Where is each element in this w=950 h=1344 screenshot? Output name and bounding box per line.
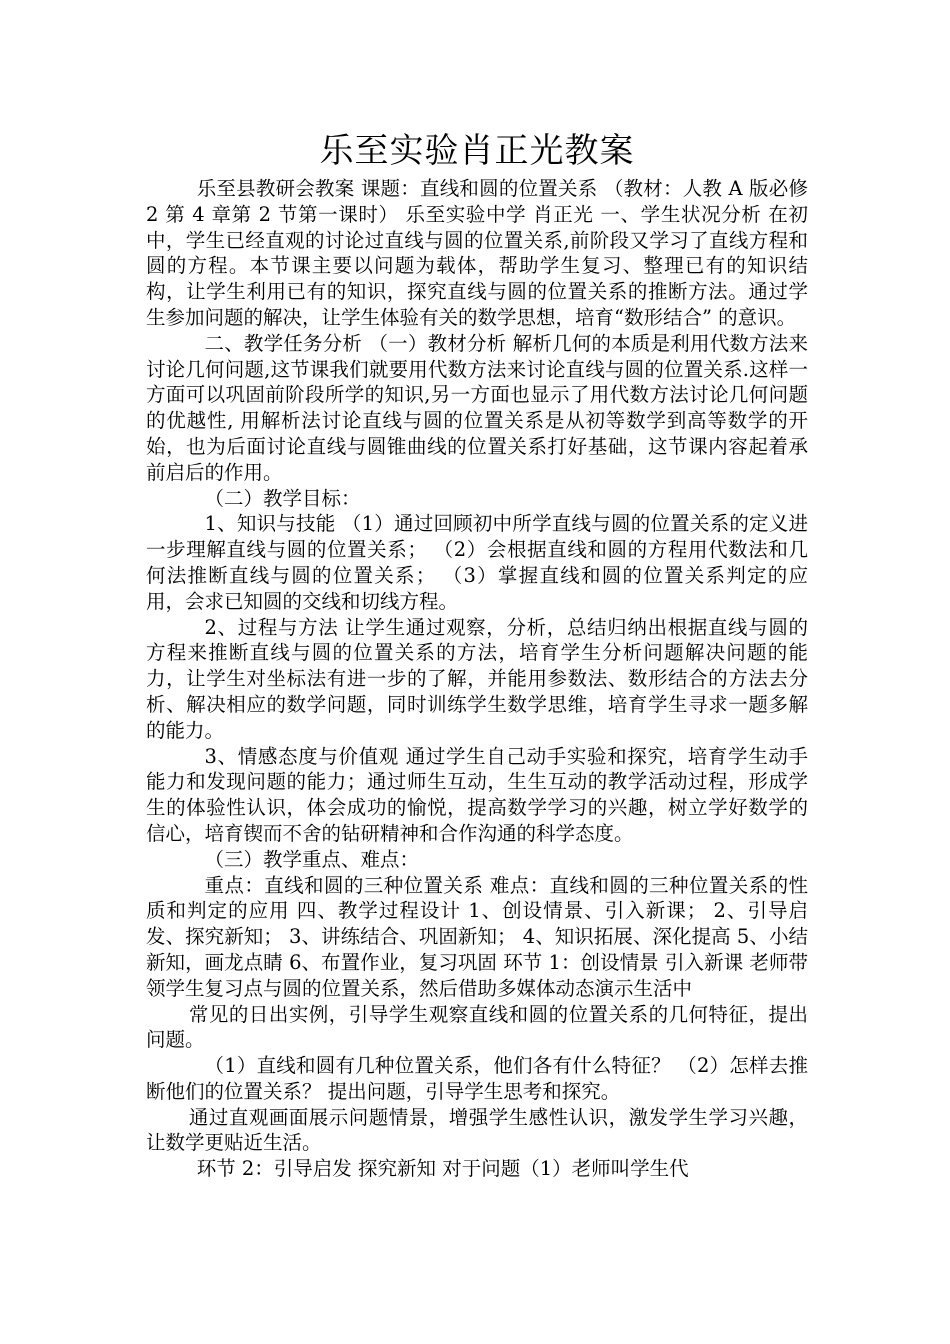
paragraph-intro: 乐至县教研会教案 课题：直线和圆的位置关系 （教材：人教 A 版必修 2 第 4 章第 2 节第一课时） 乐至实验中学 肖正光 一、学生状况分析 在初中，学生已经直观的讨论过直线与圆的位置关系,前阶段又学习了直线方程和圆的方程。本节课主要以问题为载体，帮助学生复习、整理已有的知识结构，让学生利用已有的知识，探究直线与圆的位置关系的推断方法。通过学生参加问题的解决，让学生体验有关的数学思想，培育“数形结合” 的意识。 <box>146 177 808 329</box>
paragraph-attitude-values: 3、情感态度与价值观 通过学生自己动手实验和探究，培育学生动手能力和发现问题的能力；通过师生互动，生生互动的教学活动过程，形成学生的体验性认识，体会成功的愉悦，提高数学学习的兴趣，树立学好数学的信心，培育锲而不舍的钻研精神和合作沟通的科学态度。 <box>146 744 808 845</box>
paragraph-key-points-heading: （三）教学重点、难点： <box>204 847 420 871</box>
paragraph-sunrise: 常见的日出实例，引导学生观察直线和圆的位置关系的几何特征，提出问题。 <box>146 1002 808 1052</box>
paragraph-task-analysis: 二、教学任务分析 （一）教材分析 解析几何的本质是利用代数方法来讨论几何问题,这节课我们就要用代数方法来讨论直线与圆的位置关系.这样一方面可以巩固前阶段所学的知识,另一方面也显示了用代数方法讨论几何问题的优越性, 用解析法讨论直线与圆的位置关系是从初等数学到高等数学的开始，也为后面讨论直线与圆锥曲线的位置关系打好基础，这节课内容起着承前启后的作用。 <box>146 331 808 484</box>
document-body <box>146 176 808 1182</box>
paragraph-key-points: 重点：直线和圆的三种位置关系 难点：直线和圆的三种位置关系的性质和判定的应用 四、教学过程设计 1、创设情景、引入新课； 2、引导启发、探究新知； 3、讲练结合、巩固新知； 4、知识拓展、深化提高 5、小结新知，画龙点睛 6、布置作业，复习巩固 环节 1：创设情景 引入新课 老师带领学生复习点与圆的位置关系，然后借助多媒体动态演示生活中 <box>146 873 808 1000</box>
paragraph-knowledge-skills: 1、知识与技能 （1）通过回顾初中所学直线与圆的位置关系的定义进一步理解直线与圆的位置关系； （2）会根据直线和圆的方程用代数法和几何法推断直线与圆的位置关系； （3）掌握直线和圆的位置关系判定的应用，会求已知圆的交线和切线方程。 <box>146 512 808 613</box>
paragraph-visual: 通过直观画面展示问题情景，增强学生感性认识，激发学生学习兴趣，让数学更贴近生活。 <box>146 1105 808 1155</box>
paragraph-process-method: 2、过程与方法 让学生通过观察，分析，总结归纳出根据直线与圆的方程来推断直线与圆的位置关系的方法，培育学生分析问题解决问题的能力，让学生对坐标法有进一步的了解，并能用参数法、数形结合的方法去分析、解决相应的数学问题，同时训练学生数学思维，培育学生寻求一题多解的能力。 <box>146 615 808 742</box>
document-title: 乐至实验肖正光教案 <box>319 131 635 171</box>
document-page <box>146 126 808 1182</box>
paragraph-goals-heading: （二）教学目标： <box>204 486 361 510</box>
paragraph-step2: 环节 2：引导启发 探究新知 对于问题（1）老师叫学生代 <box>196 1157 689 1181</box>
paragraph-questions: （1）直线和圆有几种位置关系，他们各有什么特征？ （2）怎样去推断他们的位置关系？ 提出问题，引导学生思考和探究。 <box>146 1054 808 1103</box>
